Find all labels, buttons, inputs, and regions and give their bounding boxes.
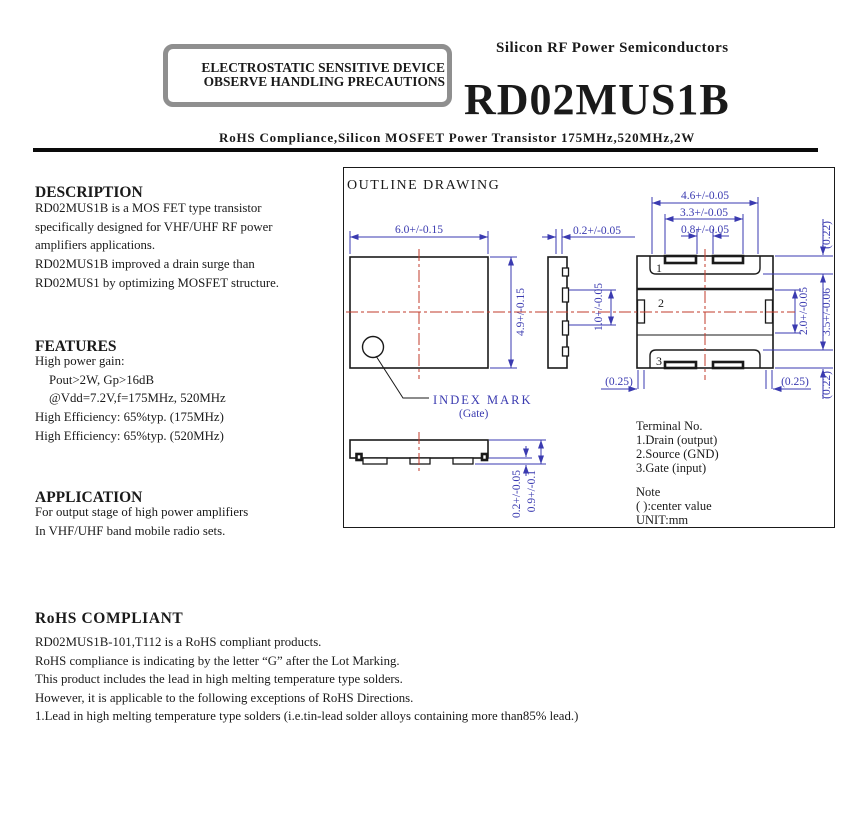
brand-heading: Silicon RF Power Semiconductors [496,40,729,56]
package-side-view [542,225,635,368]
rohs-text [35,633,578,726]
dim-right-mid2: 3.5+/-0.06 [821,287,833,337]
pin-1-label: 1 [656,261,662,275]
text-line: High Efficiency: 65%typ. (520MHz) [35,428,224,443]
rohs-heading: RoHS COMPLIANT [35,610,184,627]
features-text [35,352,226,446]
index-mark-circle [363,337,384,358]
outline-drawing [343,167,835,528]
dim-right-mid1: 2.0+/-0.05 [798,286,810,336]
index-mark-label: INDEX MARK [433,393,533,407]
dim-bottom-right-offset: (0.25) [781,376,809,388]
header-rule [33,148,818,152]
package-top-view [350,224,533,420]
description-text [35,199,279,293]
esd-warning-box [163,44,452,107]
text-line: RD02MUS1B is a MOS FET type transistor [35,201,262,215]
text-line: RD02MUS1B improved a drain surge than [35,257,255,272]
dim-bottom-w3: 0.8+/-0.05 [680,224,730,236]
features-heading: FEATURES [35,338,117,355]
dim-bottom-w2: 3.3+/-0.05 [679,207,729,219]
text-line: In VHF/UHF band mobile radio sets. [35,523,226,538]
outline-drawing-heading: OUTLINE DRAWING [347,178,501,193]
dim-front-pad-thickness: 0.2+/-0.05 [511,470,523,519]
text-line: This product includes the lead in high melting temperature type solders. [35,672,403,687]
text-line: 1.Lead in high melting temperature type solders (i.e.tin-lead solder alloys containing more than85% lead.) [35,709,579,724]
text-line: Pout>2W, Gp>16dB [49,372,154,387]
terminal-note-block [636,419,719,527]
text-line: High Efficiency: 65%typ. (175MHz) [35,410,224,425]
pin-2-label: 2 [658,296,664,310]
dim-bottom-w1: 4.6+/-0.05 [680,190,730,202]
esd-line2: OBSERVE HANDLING PRECAUTIONS [203,73,445,89]
application-text [35,503,248,540]
terminal-3: 3.Gate (input) [636,461,707,475]
dim-right-top: (0.22) [821,221,833,249]
dim-front-height: 0.9+/-0.1 [526,470,538,513]
outline-box-border [344,168,835,528]
part-number-title: RD02MUS1B [464,75,730,124]
dim-right-bot: (0.22) [821,371,833,399]
dim-bottom-left-offset: (0.25) [605,376,633,388]
pin-3-label: 3 [656,354,662,368]
text-line: For output stage of high power amplifiers [35,505,249,519]
esd-line1: ELECTROSTATIC SENSITIVE DEVICE [201,60,445,75]
text-line: RoHS compliance is indicating by the letter “G” after the Lot Marking. [35,653,400,668]
index-mark-leader [376,356,429,398]
text-line: RD02MUS1B-101,T112 is a RoHS compliant products. [35,635,322,649]
text-line: specifically designed for VHF/UHF RF power [35,219,273,234]
note-title: Note [636,485,661,499]
text-line: amplifiers applications. [35,238,156,253]
dim-top-height: 4.9+/-0.15 [515,287,527,337]
gate-label: (Gate) [459,408,489,420]
note-line2: UNIT:mm [636,513,689,527]
terminal-title: Terminal No. [636,419,703,433]
terminal-2: 2.Source (GND) [636,447,719,461]
note-line1: ( ):center value [636,499,712,513]
application-heading: APPLICATION [35,489,143,506]
description-heading: DESCRIPTION [35,184,143,201]
dim-top-width: 6.0+/-0.15 [394,224,444,236]
subtitle: RoHS Compliance,Silicon MOSFET Power Transistor 175MHz,520MHz,2W [219,130,696,145]
terminal-1: 1.Drain (output) [636,433,718,447]
text-line: However, it is applicable to the following exceptions of RoHS Directions. [35,690,414,705]
text-line: High power gain: [35,354,125,368]
package-bottom-view [601,190,833,399]
dim-side-lead-thickness: 0.2+/-0.05 [573,225,622,237]
text-line: RD02MUS1 by optimizing MOSFET structure. [35,275,279,290]
text-line: @Vdd=7.2V,f=175MHz, 520MHz [49,391,226,406]
dim-side-lead-width: 1.0+/-0.05 [593,282,605,332]
package-front-view [350,440,546,518]
